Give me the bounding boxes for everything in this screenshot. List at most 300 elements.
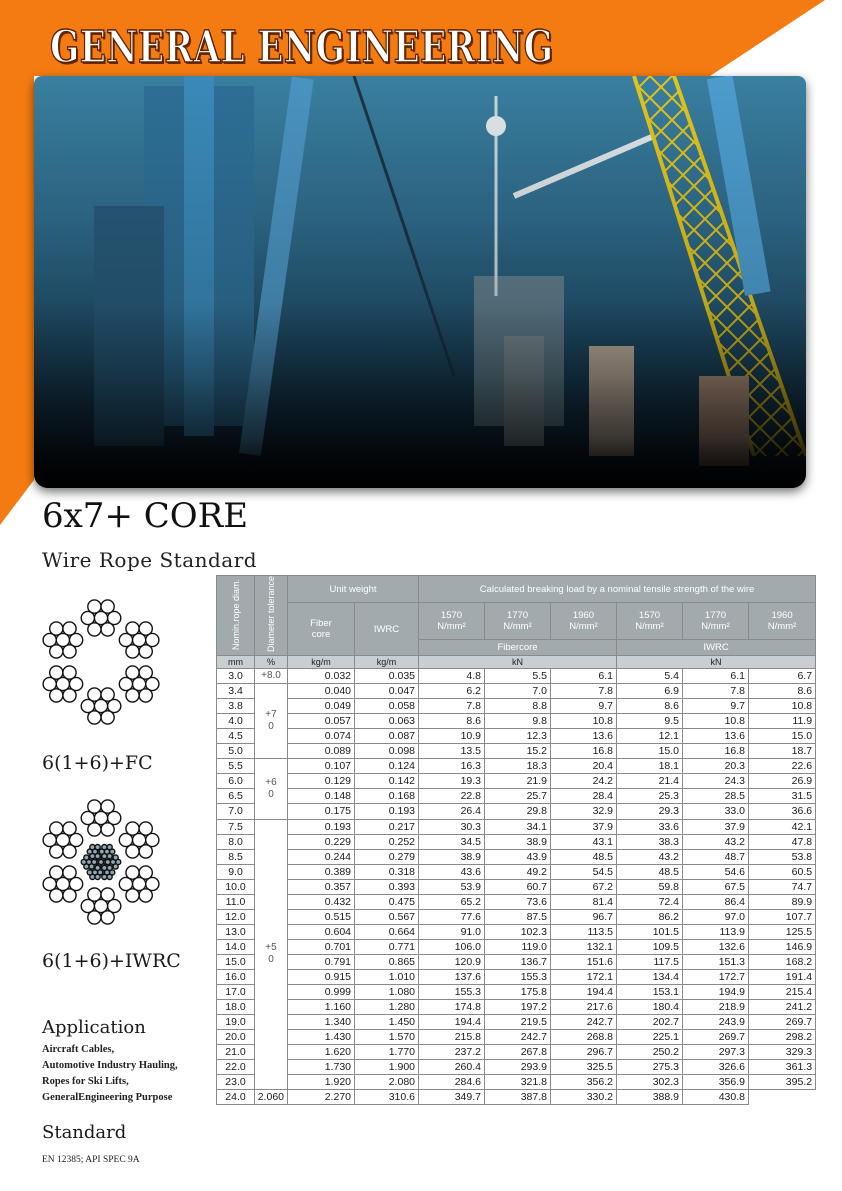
load-cell: 9.7 <box>683 699 749 714</box>
diameter-cell: 4.0 <box>217 714 255 729</box>
load-cell: 15.0 <box>617 744 683 759</box>
unit-kgm: kg/m <box>355 656 419 669</box>
load-cell: 10.8 <box>749 699 816 714</box>
weight-cell: 0.063 <box>355 714 419 729</box>
weight-cell: 0.035 <box>355 669 419 684</box>
weight-cell: 0.193 <box>288 819 355 834</box>
load-cell: 6.1 <box>551 669 617 684</box>
weight-cell: 1.450 <box>355 1015 419 1030</box>
load-cell: 16.3 <box>419 759 485 774</box>
wire-circle <box>63 666 76 679</box>
load-cell: 151.6 <box>551 954 617 969</box>
load-cell: 155.3 <box>485 969 551 984</box>
rope-iwrc-cross-section-diagram <box>36 790 166 935</box>
load-cell: 13.5 <box>419 744 485 759</box>
load-cell: 296.7 <box>551 1045 617 1060</box>
load-cell: 5.5 <box>485 669 551 684</box>
load-cell: 73.6 <box>485 894 551 909</box>
header-strength: 1770 N/mm² <box>683 603 749 640</box>
table-row <box>217 849 816 864</box>
diameter-cell: 22.0 <box>217 1060 255 1075</box>
load-cell: 20.4 <box>551 759 617 774</box>
core-wire-circle <box>84 855 89 860</box>
load-cell: 153.1 <box>617 985 683 1000</box>
diameter-cell: 7.5 <box>217 819 255 834</box>
load-cell: 48.5 <box>551 849 617 864</box>
weight-cell: 0.087 <box>355 729 419 744</box>
load-cell: 22.8 <box>419 789 485 804</box>
tolerance-cell: +6 0 <box>255 759 288 819</box>
load-cell: 54.6 <box>683 864 749 879</box>
weight-cell: 1.730 <box>288 1060 355 1075</box>
load-cell: 38.3 <box>617 834 683 849</box>
load-cell: 6.9 <box>617 684 683 699</box>
core-wire-circle <box>107 874 112 879</box>
application-item: Automotive Industry Hauling, <box>42 1060 178 1071</box>
header-unit-weight: Unit weight <box>288 576 419 603</box>
load-cell: 33.6 <box>617 819 683 834</box>
load-cell: 6.1 <box>683 669 749 684</box>
weight-cell: 0.567 <box>355 909 419 924</box>
weight-cell: 1.920 <box>288 1075 355 1090</box>
table-row <box>217 909 816 924</box>
load-cell: 310.6 <box>355 1090 419 1105</box>
weight-cell: 0.915 <box>288 969 355 984</box>
table-row <box>217 684 816 699</box>
load-cell: 172.1 <box>551 969 617 984</box>
wire-circle <box>88 600 101 613</box>
load-cell: 172.7 <box>683 969 749 984</box>
weight-cell: 0.229 <box>288 834 355 849</box>
table-row <box>217 789 816 804</box>
weight-cell: 0.124 <box>355 759 419 774</box>
table-row <box>217 714 816 729</box>
load-cell: 215.8 <box>419 1030 485 1045</box>
wire-circle <box>101 600 114 613</box>
load-cell: 356.2 <box>551 1075 617 1090</box>
load-cell: 267.8 <box>485 1045 551 1060</box>
load-cell: 22.6 <box>749 759 816 774</box>
diameter-cell: 24.0 <box>217 1090 255 1105</box>
weight-cell: 0.148 <box>288 789 355 804</box>
load-cell: 97.0 <box>683 909 749 924</box>
load-cell: 174.8 <box>419 1000 485 1015</box>
load-cell: 293.9 <box>485 1060 551 1075</box>
load-cell: 10.8 <box>683 714 749 729</box>
load-cell: 81.4 <box>551 894 617 909</box>
wire-circle <box>50 866 63 879</box>
load-cell: 43.2 <box>617 849 683 864</box>
application-item: GeneralEngineering Purpose <box>42 1092 173 1103</box>
weight-cell: 1.160 <box>288 1000 355 1015</box>
load-cell: 269.7 <box>749 1015 816 1030</box>
load-cell: 37.9 <box>683 819 749 834</box>
load-cell: 215.4 <box>749 985 816 1000</box>
load-cell: 117.5 <box>617 954 683 969</box>
load-cell: 86.4 <box>683 894 749 909</box>
weight-cell: 0.999 <box>288 985 355 1000</box>
load-cell: 25.3 <box>617 789 683 804</box>
wire-circle <box>139 889 152 902</box>
weight-cell: 0.771 <box>355 939 419 954</box>
unit-kgm: kg/m <box>288 656 355 669</box>
load-cell: 8.8 <box>485 699 551 714</box>
load-cell: 34.5 <box>419 834 485 849</box>
core-wire-circle <box>102 865 107 870</box>
load-cell: 136.7 <box>485 954 551 969</box>
load-cell: 37.9 <box>551 819 617 834</box>
table-row <box>217 864 816 879</box>
load-cell: 43.2 <box>683 834 749 849</box>
diameter-cell: 13.0 <box>217 924 255 939</box>
brand-title: GENERAL ENGINEERING <box>50 22 554 73</box>
load-cell: 137.6 <box>419 969 485 984</box>
header-fibercore-group: Fibercore <box>419 640 617 656</box>
wire-circle <box>139 866 152 879</box>
load-cell: 361.3 <box>749 1060 816 1075</box>
load-cell: 241.2 <box>749 1000 816 1015</box>
load-cell: 268.8 <box>551 1030 617 1045</box>
wire-circle <box>63 622 76 635</box>
weight-cell: 1.620 <box>288 1045 355 1060</box>
weight-cell: 0.057 <box>288 714 355 729</box>
diameter-cell: 18.0 <box>217 1000 255 1015</box>
diameter-cell: 9.0 <box>217 864 255 879</box>
load-cell: 38.9 <box>419 849 485 864</box>
table-row <box>217 969 816 984</box>
weight-cell: 0.791 <box>288 954 355 969</box>
core-wire-circle <box>113 855 118 860</box>
load-cell: 151.3 <box>683 954 749 969</box>
load-cell: 89.9 <box>749 894 816 909</box>
wire-circle <box>101 711 114 724</box>
load-cell: 10.8 <box>551 714 617 729</box>
load-cell: 91.0 <box>419 924 485 939</box>
diameter-cell: 20.0 <box>217 1030 255 1045</box>
load-cell: 16.8 <box>683 744 749 759</box>
load-cell: 29.8 <box>485 804 551 819</box>
weight-cell: 0.252 <box>355 834 419 849</box>
load-cell: 34.1 <box>485 819 551 834</box>
diameter-cell: 4.5 <box>217 729 255 744</box>
header-strength: 1960 N/mm² <box>749 603 816 640</box>
load-cell: 7.8 <box>683 684 749 699</box>
weight-cell: 0.032 <box>288 669 355 684</box>
load-cell: 20.3 <box>683 759 749 774</box>
weight-cell: 1.340 <box>288 1015 355 1030</box>
table-row <box>217 894 816 909</box>
table-row <box>217 729 816 744</box>
weight-cell: 0.175 <box>288 804 355 819</box>
load-cell: 12.3 <box>485 729 551 744</box>
table-row <box>217 1030 816 1045</box>
diameter-cell: 17.0 <box>217 985 255 1000</box>
load-cell: 36.6 <box>749 804 816 819</box>
weight-cell: 1.770 <box>355 1045 419 1060</box>
core-wire-circle <box>107 865 112 870</box>
wire-circle <box>101 688 114 701</box>
weight-cell: 1.080 <box>355 985 419 1000</box>
load-cell: 8.6 <box>419 714 485 729</box>
load-cell: 242.7 <box>485 1030 551 1045</box>
load-cell: 32.9 <box>551 804 617 819</box>
table-row <box>217 804 816 819</box>
load-cell: 49.2 <box>485 864 551 879</box>
header-breaking-load: Calculated breaking load by a nominal tensile strength of the wire <box>419 576 816 603</box>
header-iwrc-weight: IWRC <box>355 603 419 656</box>
load-cell: 48.5 <box>617 864 683 879</box>
load-cell: 7.8 <box>419 699 485 714</box>
load-cell: 9.8 <box>485 714 551 729</box>
load-cell: 26.4 <box>419 804 485 819</box>
weight-cell: 0.040 <box>288 684 355 699</box>
load-cell: 113.5 <box>551 924 617 939</box>
load-cell: 101.5 <box>617 924 683 939</box>
wire-circle <box>50 822 63 835</box>
load-cell: 29.3 <box>617 804 683 819</box>
load-cell: 8.6 <box>617 699 683 714</box>
diameter-cell: 3.0 <box>217 669 255 684</box>
wire-rope-spec-table <box>216 575 816 1105</box>
weight-cell: 0.279 <box>355 849 419 864</box>
core-wire-circle <box>107 845 112 850</box>
unit-mm: mm <box>217 656 255 669</box>
load-cell: 42.1 <box>749 819 816 834</box>
weight-cell: 0.432 <box>288 894 355 909</box>
wire-circle <box>63 645 76 658</box>
weight-cell: 1.280 <box>355 1000 419 1015</box>
load-cell: 4.8 <box>419 669 485 684</box>
diameter-cell: 3.8 <box>217 699 255 714</box>
weight-cell: 0.393 <box>355 879 419 894</box>
load-cell: 430.8 <box>683 1090 749 1105</box>
tolerance-cell: +8.0 <box>255 669 288 684</box>
load-cell: 119.0 <box>485 939 551 954</box>
weight-cell: 1.010 <box>355 969 419 984</box>
diameter-cell: 19.0 <box>217 1015 255 1030</box>
table-row <box>217 819 816 834</box>
wire-circle <box>88 688 101 701</box>
load-cell: 7.0 <box>485 684 551 699</box>
product-title: 6x7+ CORE <box>42 496 249 536</box>
wire-circle <box>126 622 139 635</box>
wire-circle <box>63 866 76 879</box>
core-wire-circle <box>89 864 94 869</box>
wire-circle <box>139 845 152 858</box>
load-cell: 60.5 <box>749 864 816 879</box>
load-cell: 168.2 <box>749 954 816 969</box>
load-cell: 28.4 <box>551 789 617 804</box>
load-cell: 12.1 <box>617 729 683 744</box>
load-cell: 13.6 <box>551 729 617 744</box>
weight-cell: 0.701 <box>288 939 355 954</box>
header-iwrc-group: IWRC <box>617 640 816 656</box>
load-cell: 67.5 <box>683 879 749 894</box>
core-wire-circle <box>90 845 95 850</box>
wire-circle <box>50 622 63 635</box>
load-cell: 7.8 <box>551 684 617 699</box>
load-cell: 65.2 <box>419 894 485 909</box>
load-cell: 18.3 <box>485 759 551 774</box>
load-cell: 120.9 <box>419 954 485 969</box>
diameter-cell: 16.0 <box>217 969 255 984</box>
rope-iwrc-caption: 6(1+6)+IWRC <box>42 950 181 972</box>
load-cell: 329.3 <box>749 1045 816 1060</box>
load-cell: 53.9 <box>419 879 485 894</box>
wire-circle <box>139 645 152 658</box>
load-cell: 47.8 <box>749 834 816 849</box>
load-cell: 250.2 <box>617 1045 683 1060</box>
load-cell: 18.7 <box>749 744 816 759</box>
table-row <box>217 1075 816 1090</box>
core-wire-circle <box>107 854 112 859</box>
weight-cell: 0.058 <box>355 699 419 714</box>
diameter-cell: 21.0 <box>217 1045 255 1060</box>
load-cell: 356.9 <box>683 1075 749 1090</box>
diameter-cell: 3.4 <box>217 684 255 699</box>
table-row <box>217 774 816 789</box>
load-cell: 132.1 <box>551 939 617 954</box>
load-cell: 48.7 <box>683 849 749 864</box>
load-cell: 24.2 <box>551 774 617 789</box>
load-cell: 9.7 <box>551 699 617 714</box>
wire-circle <box>101 800 114 813</box>
load-cell: 194.4 <box>419 1015 485 1030</box>
load-cell: 38.9 <box>485 834 551 849</box>
application-item: Aircraft Cables, <box>42 1044 115 1055</box>
load-cell: 237.2 <box>419 1045 485 1060</box>
wire-circle <box>88 800 101 813</box>
header-strength: 1770 N/mm² <box>485 603 551 640</box>
load-cell: 53.8 <box>749 849 816 864</box>
diameter-cell: 14.0 <box>217 939 255 954</box>
load-cell: 134.4 <box>617 969 683 984</box>
table-row <box>217 699 816 714</box>
table-row <box>217 1000 816 1015</box>
load-cell: 155.3 <box>419 985 485 1000</box>
load-cell: 321.8 <box>485 1075 551 1090</box>
wire-circle <box>126 866 139 879</box>
weight-cell: 0.318 <box>355 864 419 879</box>
application-heading: Application <box>42 1017 146 1038</box>
header-diameter-tolerance: Diameter tolerance <box>255 576 288 656</box>
diameter-cell: 23.0 <box>217 1075 255 1090</box>
load-cell: 194.4 <box>551 985 617 1000</box>
core-wire-circle <box>95 845 100 850</box>
load-cell: 242.7 <box>551 1015 617 1030</box>
load-cell: 349.7 <box>419 1090 485 1105</box>
load-cell: 284.6 <box>419 1075 485 1090</box>
load-cell: 106.0 <box>419 939 485 954</box>
core-wire-circle <box>95 854 100 859</box>
load-cell: 275.3 <box>617 1060 683 1075</box>
diameter-cell: 6.0 <box>217 774 255 789</box>
weight-cell: 0.389 <box>288 864 355 879</box>
load-cell: 5.4 <box>617 669 683 684</box>
weight-cell: 0.865 <box>355 954 419 969</box>
header-nominal-diameter: Nomin.rope diam. <box>217 576 255 656</box>
application-list <box>42 1042 178 1106</box>
weight-cell: 0.193 <box>355 804 419 819</box>
load-cell: 59.8 <box>617 879 683 894</box>
header-strength: 1570 N/mm² <box>617 603 683 640</box>
tolerance-cell: +5 0 <box>255 819 288 1090</box>
unit-kn: kN <box>419 656 617 669</box>
load-cell: 260.4 <box>419 1060 485 1075</box>
diameter-cell: 10.0 <box>217 879 255 894</box>
core-wire-circle <box>95 874 100 879</box>
load-cell: 102.3 <box>485 924 551 939</box>
diameter-cell: 7.0 <box>217 804 255 819</box>
load-cell: 197.2 <box>485 1000 551 1015</box>
weight-cell: 1.900 <box>355 1060 419 1075</box>
table-row <box>217 759 816 774</box>
diameter-cell: 8.5 <box>217 849 255 864</box>
header-fiber-core: Fiber core <box>288 603 355 656</box>
load-cell: 298.2 <box>749 1030 816 1045</box>
unit-kn: kN <box>617 656 816 669</box>
load-cell: 297.3 <box>683 1045 749 1060</box>
weight-cell: 0.089 <box>288 744 355 759</box>
diameter-cell: 6.5 <box>217 789 255 804</box>
core-wire-circle <box>95 865 100 870</box>
load-cell: 96.7 <box>551 909 617 924</box>
header-strength: 1570 N/mm² <box>419 603 485 640</box>
weight-cell: 0.168 <box>355 789 419 804</box>
wire-circle <box>63 822 76 835</box>
weight-cell: 0.515 <box>288 909 355 924</box>
weight-cell: 0.664 <box>355 924 419 939</box>
load-cell: 113.9 <box>683 924 749 939</box>
diameter-cell: 11.0 <box>217 894 255 909</box>
weight-cell: 0.244 <box>288 849 355 864</box>
load-cell: 86.2 <box>617 909 683 924</box>
load-cell: 67.2 <box>551 879 617 894</box>
weight-cell: 0.049 <box>288 699 355 714</box>
diameter-cell: 8.0 <box>217 834 255 849</box>
wire-circle <box>139 622 152 635</box>
load-cell: 269.7 <box>683 1030 749 1045</box>
weight-cell: 2.080 <box>355 1075 419 1090</box>
load-cell: 15.0 <box>749 729 816 744</box>
wire-circle <box>101 623 114 636</box>
load-cell: 77.6 <box>419 909 485 924</box>
wire-circle <box>139 666 152 679</box>
load-cell: 330.2 <box>551 1090 617 1105</box>
load-cell: 175.8 <box>485 985 551 1000</box>
load-cell: 107.7 <box>749 909 816 924</box>
load-cell: 11.9 <box>749 714 816 729</box>
weight-cell: 0.142 <box>355 774 419 789</box>
load-cell: 146.9 <box>749 939 816 954</box>
wire-circle <box>50 666 63 679</box>
load-cell: 132.6 <box>683 939 749 954</box>
load-cell: 28.5 <box>683 789 749 804</box>
load-cell: 74.7 <box>749 879 816 894</box>
load-cell: 302.3 <box>617 1075 683 1090</box>
load-cell: 6.7 <box>749 669 816 684</box>
load-cell: 19.3 <box>419 774 485 789</box>
load-cell: 109.5 <box>617 939 683 954</box>
wire-circle <box>139 822 152 835</box>
load-cell: 202.7 <box>617 1015 683 1030</box>
table-body <box>217 669 816 1105</box>
load-cell: 18.1 <box>617 759 683 774</box>
weight-cell: 0.074 <box>288 729 355 744</box>
load-cell: 21.9 <box>485 774 551 789</box>
wire-circle <box>101 888 114 901</box>
load-cell: 243.9 <box>683 1015 749 1030</box>
